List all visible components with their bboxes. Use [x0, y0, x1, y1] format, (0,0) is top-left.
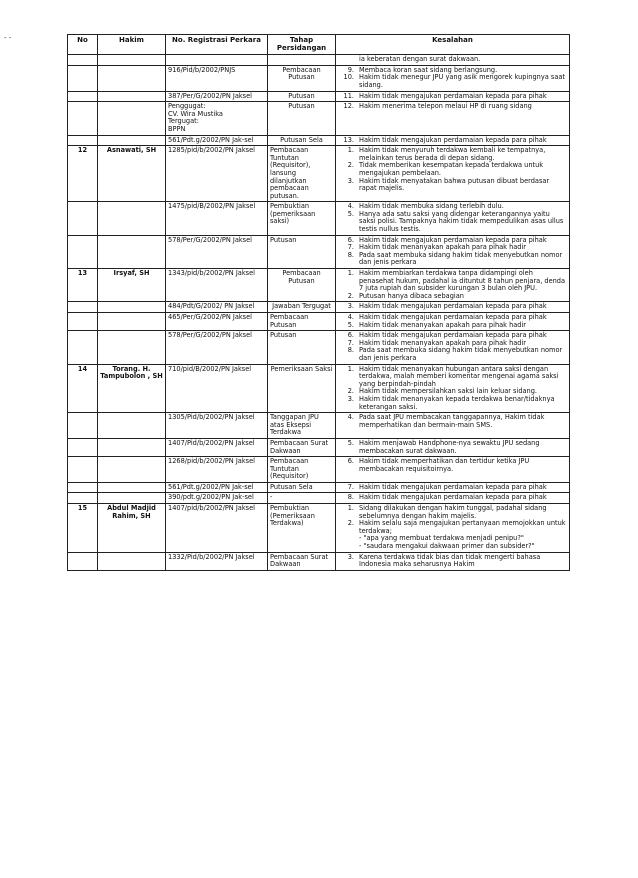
trial-stage: Pembacaan Surat Dakwaan — [268, 438, 336, 456]
error-item — [338, 211, 567, 234]
errors-cell — [336, 504, 570, 553]
error-number: 3. — [347, 302, 354, 311]
error-number: 5. — [347, 438, 354, 447]
error-item — [338, 484, 567, 492]
table-row — [68, 364, 570, 413]
error-item — [338, 366, 567, 389]
error-text: Sidang dilakukan dengan hakim tunggal, padahal sidang sebelumnya dengan hakim majelis. — [359, 504, 547, 520]
registration-number: 561/Pdt.g/2002/PN Jak-sel — [166, 482, 268, 493]
error-text: Hanya ada satu saksi yang didengar keterangannya yaitu saksi polisi. Tampaknya hakim tidak mempedulikan asas ullus testis nullus testis. — [359, 209, 564, 234]
row-number — [68, 457, 98, 483]
judge-name — [98, 493, 166, 504]
judge-name — [98, 102, 166, 135]
trial-stage: Jawaban Tergugat — [268, 302, 336, 313]
judge-name — [98, 331, 166, 364]
judge-name — [98, 457, 166, 483]
row-number — [68, 202, 98, 235]
errors-cell — [336, 55, 570, 66]
table-body — [68, 55, 570, 571]
error-text: Pada saat membuka sidang hakim tidak menyebutkan nomor dan jenis perkara — [359, 346, 563, 362]
table-header-row — [68, 35, 570, 55]
table-row — [68, 55, 570, 66]
trial-stage: Putusan — [268, 235, 336, 268]
trial-stage: Pembacaan Putusan — [268, 269, 336, 302]
judge-name — [98, 235, 166, 268]
errors-cell — [336, 413, 570, 439]
judge-name — [98, 482, 166, 493]
error-text: Hakim tidak menanyakan apakah para pihak hadir — [359, 243, 527, 252]
trial-stage: Pembacaan Surat Dakwaan — [268, 552, 336, 570]
registration-number: 1332/Pid/b/2002/PN Jaksel — [166, 552, 268, 570]
judge-name: Torang. H. Tampubolon , SH — [98, 364, 166, 413]
errors-cell — [336, 493, 570, 504]
error-item — [338, 458, 567, 473]
errors-cell — [336, 135, 570, 146]
error-text: Hakim menerima telepon melaui HP di ruang sidang — [359, 102, 532, 111]
table-row — [68, 146, 570, 202]
trial-stage: Pembuktian (pemeriksaan saksi) — [268, 202, 336, 235]
trial-stage: Putusan — [268, 91, 336, 102]
errors-cell — [336, 202, 570, 235]
errors-cell — [336, 438, 570, 456]
row-number — [68, 91, 98, 102]
trial-stage: Pembacaan Putusan — [268, 313, 336, 331]
table-row — [68, 235, 570, 268]
errors-cell — [336, 235, 570, 268]
trial-stage: Putusan — [268, 331, 336, 364]
registration-number — [166, 55, 268, 66]
error-item — [338, 414, 567, 429]
header-hakim: Hakim — [98, 35, 166, 55]
error-text: Hakim membiarkan terdakwa tanpa didampingi oleh penasehat hukum, padahal ia dituntut 8 tahun penjara, denda 7 juta rupiah dan subsider kurungan 3 bulan oleh JPU. — [359, 269, 566, 293]
row-number: 13 — [68, 269, 98, 302]
error-text: Hakim selalu saja mengajukan pertanyaan memojokkan untuk terdakwa; - "apa yang membuat terdakwa menjadi penipu?" - "saudara mengakui dakwaan primer dan subsider?" — [359, 519, 566, 551]
row-number — [68, 313, 98, 331]
table-row — [68, 269, 570, 302]
trial-stage — [268, 55, 336, 66]
table-row — [68, 482, 570, 493]
trial-stage: Tanggapan JPU atas Eksepsi Terdakwa — [268, 413, 336, 439]
judge-name — [98, 413, 166, 439]
registration-number: 710/pid/B/2002/PN Jaksel — [166, 364, 268, 413]
error-text: Hakim tidak menyuruh terdakwa kembali ke tempatnya, melainkan terus berada di depan sidang. — [359, 146, 546, 162]
document-page — [67, 34, 569, 571]
error-text: Membaca koran saat sidang berlangsung. — [359, 65, 498, 74]
error-number: 10. — [343, 73, 354, 82]
row-number — [68, 493, 98, 504]
table-row — [68, 438, 570, 456]
error-item — [338, 252, 567, 267]
error-number: 7. — [347, 482, 354, 491]
judge-name — [98, 552, 166, 570]
judge-name — [98, 91, 166, 102]
error-item — [338, 162, 567, 177]
row-number — [68, 438, 98, 456]
error-number: 11. — [343, 91, 354, 100]
error-text: Hakim tidak membuka sidang terlebih dulu. — [359, 202, 504, 211]
error-text: Hakim tidak memperhatikan dan tertidur ketika JPU membacakan requisitoirnya. — [359, 457, 530, 473]
error-number: 7. — [347, 338, 354, 347]
error-text: Hakim tidak menegur JPU yang asik mengorek kupingnya saat sidang. — [359, 73, 565, 89]
row-number — [68, 65, 98, 91]
table-row — [68, 457, 570, 483]
trial-stage: - — [268, 493, 336, 504]
row-number — [68, 235, 98, 268]
error-number: 8. — [347, 493, 354, 502]
table-row — [68, 302, 570, 313]
errors-cell — [336, 482, 570, 493]
trial-stage: Pembacaan Putusan — [268, 65, 336, 91]
table-row — [68, 65, 570, 91]
error-number: 5. — [347, 209, 354, 218]
errors-cell — [336, 91, 570, 102]
judge-name — [98, 135, 166, 146]
error-number — [338, 56, 359, 64]
error-item — [338, 494, 567, 502]
row-number: 14 — [68, 364, 98, 413]
error-text: Hakim tidak mengajukan perdamaian kepada para pihak — [359, 302, 547, 311]
error-number: 8. — [347, 250, 354, 259]
error-number: 2. — [347, 161, 354, 170]
error-text: Hakim tidak mengajukan perdamaian kepada para pihak — [359, 331, 547, 340]
error-item — [338, 56, 567, 64]
row-number — [68, 413, 98, 439]
registration-number: 916/Pid/b/2002/PNJS — [166, 65, 268, 91]
judge-name — [98, 65, 166, 91]
errors-cell — [336, 457, 570, 483]
judge-name: Irsyaf, SH — [98, 269, 166, 302]
error-text: Hakim tidak mengajukan perdamaian kepada para pihak — [359, 313, 547, 321]
errors-cell — [336, 65, 570, 91]
judge-name: Asnawati, SH — [98, 146, 166, 202]
judge-name: Abdul Madjid Rahim, SH — [98, 504, 166, 553]
error-text: Putusan hanya dibaca sebagian — [359, 291, 464, 300]
row-number — [68, 331, 98, 364]
errors-cell — [336, 146, 570, 202]
errors-cell — [336, 302, 570, 313]
registration-number: 387/Per/G/2002/PN Jaksel — [166, 91, 268, 102]
table-row — [68, 91, 570, 102]
error-number: 4. — [347, 202, 354, 211]
error-text: Hakim tidak menyatakan bahwa putusan dibuat berdasar rapat majelis. — [359, 176, 550, 193]
error-text: Hakim tidak menanyakan hubungan antara saksi dengan terdakwa, malah memberi komentar mengenai agama saksi yang berpindah-pindah — [359, 364, 559, 388]
error-text: Hakim tidak menanyakan apakah para pihak hadir — [359, 338, 527, 347]
trial-stage: Putusan — [268, 102, 336, 135]
registration-number: 1268/pid/b/2002/PN Jaksel — [166, 457, 268, 483]
registration-number: 390/pdt.g/2002/PN Jak-sel — [166, 493, 268, 504]
error-item — [338, 505, 567, 520]
header-tahap: Tahap Persidangan — [268, 35, 336, 55]
error-number: 2. — [347, 519, 354, 528]
errors-cell — [336, 313, 570, 331]
error-number: 3. — [347, 394, 354, 403]
error-number: 7. — [347, 243, 354, 252]
judge-name — [98, 438, 166, 456]
error-number: 3. — [347, 176, 354, 185]
error-number: 12. — [343, 102, 354, 111]
error-item — [338, 440, 567, 455]
error-text: Hakim tidak mengajukan perdamaian kepada para pihak — [359, 91, 547, 100]
registration-number: 578/Per/G/2002/PN Jaksel — [166, 331, 268, 364]
registration-number: 561/Pdt.g/2002/PN Jak-sel — [166, 135, 268, 146]
table-row — [68, 202, 570, 235]
registration-number: 1285/pid/b/2002/PN Jaksel — [166, 146, 268, 202]
margin-mark: - - — [4, 34, 12, 42]
errors-cell — [336, 364, 570, 413]
row-number: 15 — [68, 504, 98, 553]
row-number: 12 — [68, 146, 98, 202]
row-number — [68, 302, 98, 313]
error-item — [338, 137, 567, 145]
error-item — [338, 93, 567, 101]
errors-cell — [336, 102, 570, 135]
errors-cell — [336, 269, 570, 302]
header-no: No — [68, 35, 98, 55]
registration-number: 1475/pid/B/2002/PN Jaksel — [166, 202, 268, 235]
errors-cell — [336, 331, 570, 364]
error-text: ia keberatan dengan surat dakwaan. — [359, 55, 481, 64]
error-item — [338, 347, 567, 362]
errors-cell — [336, 552, 570, 570]
judge-name — [98, 313, 166, 331]
judge-name — [98, 202, 166, 235]
error-number: 6. — [347, 331, 354, 340]
row-number — [68, 552, 98, 570]
error-number: 1. — [347, 364, 354, 373]
registration-number: 465/Per/G/2002/PN Jaksel — [166, 313, 268, 331]
error-number: 6. — [347, 235, 354, 244]
error-item — [338, 270, 567, 293]
error-text: Hakim tidak mengajukan perdamaian kepada para pihak — [359, 493, 547, 502]
error-item — [338, 178, 567, 193]
registration-number: 484/Pdt/G/2002/ PN Jaksel — [166, 302, 268, 313]
trial-stage: Pembuktian (Pemeriksaan Terdakwa) — [268, 504, 336, 553]
error-number: 2. — [347, 291, 354, 300]
error-text: Hakim tidak mengajukan perdamaian kepada para pihak — [359, 135, 547, 144]
error-number: 1. — [347, 269, 354, 278]
error-item — [338, 303, 567, 311]
table-row — [68, 135, 570, 146]
registration-number: Penggugat: CV. Wira Mustika Tergugat: BPPN — [166, 102, 268, 135]
error-item — [338, 554, 567, 569]
row-number — [68, 482, 98, 493]
table-row — [68, 313, 570, 331]
registration-number: 1305/Pid/b/2002/PN Jaksel — [166, 413, 268, 439]
error-item — [338, 520, 567, 550]
table-row — [68, 504, 570, 553]
registration-number: 578/Per/G/2002/PN Jaksel — [166, 235, 268, 268]
registration-number: 1343/pid/b/2002/PN Jaksel — [166, 269, 268, 302]
registration-number: 1407/pid/b/2002/PN Jaksel — [166, 504, 268, 553]
error-number: 6. — [347, 457, 354, 466]
error-text: Karena terdakwa tidak bias dan tidak mengerti bahasa Indonesia maka seharusnya Hakim — [359, 552, 541, 569]
trial-stage: Putusan Sela — [268, 135, 336, 146]
violations-table — [67, 34, 570, 571]
trial-stage: Putusan Sela — [268, 482, 336, 493]
table-row — [68, 493, 570, 504]
error-text: Hakim tidak mempersilahkan saksi lain keluar sidang. — [359, 387, 538, 396]
error-number: 1. — [347, 146, 354, 155]
row-number — [68, 135, 98, 146]
error-text: Hakim tidak mengajukan perdamaian kepada para pihak — [359, 482, 547, 491]
error-item — [338, 322, 567, 330]
error-number: 2. — [347, 387, 354, 396]
header-kesalahan: Kesalahan — [336, 35, 570, 55]
error-item — [338, 147, 567, 162]
error-number: 4. — [347, 413, 354, 422]
row-number — [68, 55, 98, 66]
error-text: Hakim tidak mengajukan perdamaian kepada para pihak — [359, 235, 547, 244]
error-number: 1. — [347, 504, 354, 513]
error-number: 3. — [347, 552, 354, 561]
trial-stage: Pembacaan Tuntutan (Requisitor), lansung dilanjutkan pembacaan putusan. — [268, 146, 336, 202]
error-item — [338, 293, 567, 301]
error-text: Pada saat JPU membacakan tanggapannya, Hakim tidak memperhatikan dan bermain-main SMS. — [359, 413, 545, 429]
error-text: Hakim tidak menanyakan kepada terdakwa benar/tidaknya keterangan saksi. — [359, 394, 555, 411]
error-number: 8. — [347, 346, 354, 355]
error-item — [338, 74, 567, 89]
header-reg: No. Registrasi Perkara — [166, 35, 268, 55]
error-text: Pada saat membuka sidang hakim tidak menyebutkan nomor dan jenis perkara — [359, 250, 563, 267]
error-number: 13. — [343, 135, 354, 144]
error-text: Tidak memberikan kesempatan kepada terdakwa untuk mengajukan pembelaan. — [359, 161, 544, 177]
error-number: 9. — [347, 65, 354, 74]
registration-number: 1407/Pid/b/2002/PN Jaksel — [166, 438, 268, 456]
row-number — [68, 102, 98, 135]
table-row — [68, 552, 570, 570]
trial-stage: Pemeriksaan Saksi — [268, 364, 336, 413]
error-text: Hakim menjawab Handphone-nya sewaktu JPU sedang membacakan surat dakwaan. — [359, 438, 540, 455]
error-text: Hakim tidak menanyakan apakah para pihak hadir — [359, 320, 527, 329]
table-row — [68, 102, 570, 135]
error-number: 5. — [347, 320, 354, 329]
table-row — [68, 413, 570, 439]
error-number: 4. — [347, 313, 354, 321]
error-item — [338, 103, 567, 111]
judge-name — [98, 302, 166, 313]
error-item — [338, 396, 567, 411]
table-row — [68, 331, 570, 364]
judge-name — [98, 55, 166, 66]
trial-stage: Pembacaan Tuntutan (Requisitor) — [268, 457, 336, 483]
